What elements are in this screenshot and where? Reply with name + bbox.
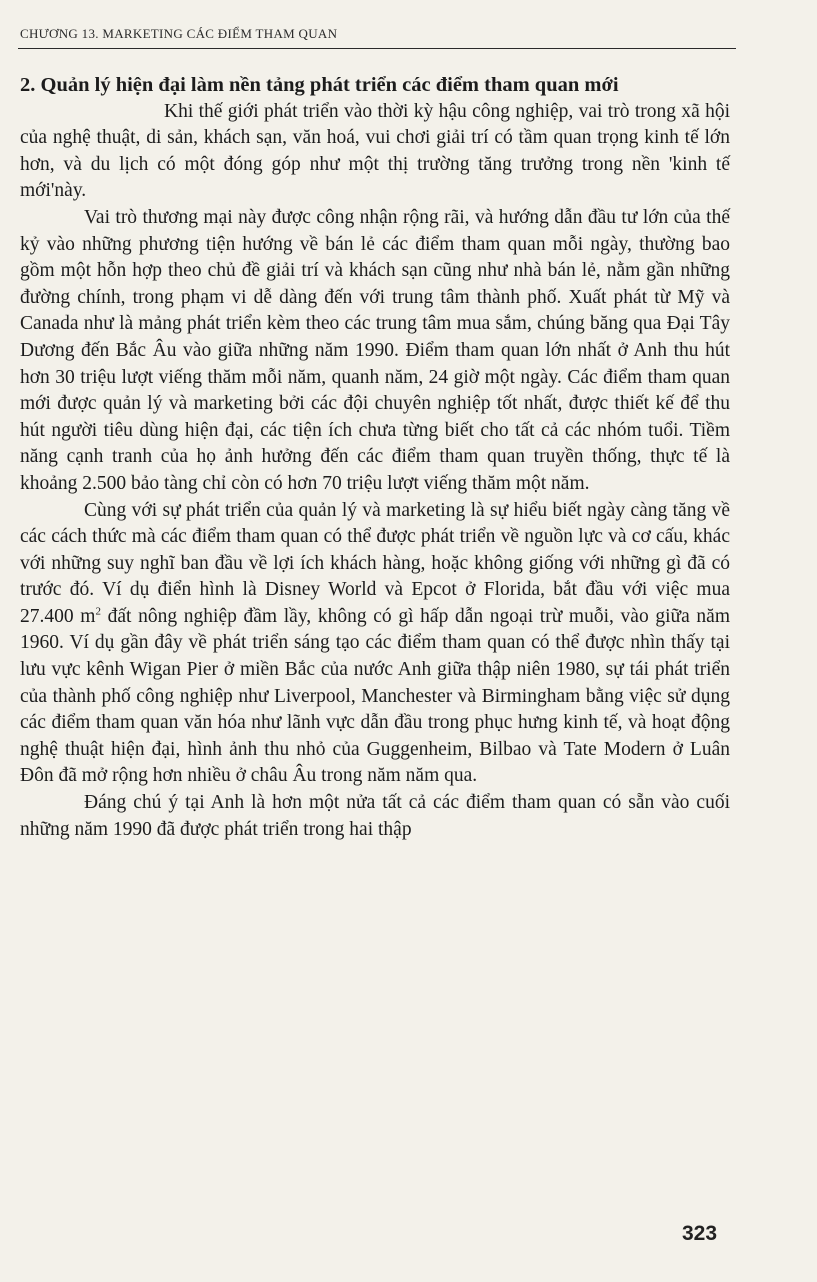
section-heading: 2. Quản lý hiện đại làm nền tảng phát triển các điểm tham quan mới xyxy=(20,74,619,96)
paragraph-3-part-1: Cùng với sự phát triển của quản lý và marketing là sự hiểu biết ngày càng tăng về các cách thức mà các điểm tham quan có thể được phát triển về nguồn lực và cơ cấu, khác với những suy nghĩ ban đầu về lợi ích khách hàng, hoặc không giống với những gì đã có trước đó. Ví dụ điển hình là Disney World và Epcot ở Florida, bắt đầu với việc mua 27.400 m xyxy=(20,499,730,627)
paragraph-1: Khi thế giới phát triển vào thời kỳ hậu công nghiệp, vai trò trong xã hội của nghệ thuật, di sản, khách sạn, văn hoá, vui chơi giải trí có tầm quan trọng kinh tế lớn hơn, và du lịch có một đóng góp như một thị trường tăng trưởng trong nền 'kinh tế mới'này. xyxy=(20,100,730,202)
paragraph-4: Đáng chú ý tại Anh là hơn một nửa tất cả các điểm tham quan có sẵn vào cuối những năm 1990 đã được phát triển trong hai thập xyxy=(20,792,730,840)
page-number: 323 xyxy=(682,1222,718,1245)
superscript-2: 2 xyxy=(95,605,101,618)
paragraph-3-part-2: đất nông nghiệp đầm lầy, không có gì hấp dẫn ngoại trừ muỗi, vào giữa năm 1960. Ví dụ gần đây về phát triển sáng tạo các điểm tham quan có thể được nhìn thấy tại lưu vực kênh Wigan Pier ở miền Bắc của nước Anh giữa thập niên 1980, sự tái phát triển của thành phố công nghiệp như Liverpool, Manchester và Birmingham bằng việc sử dụng các điểm tham quan văn hóa như lãnh vực dẫn đầu trong phục hưng kinh tế, và hoạt động nghệ thuật hiện đại, hình ảnh thu nhỏ của Guggenheim, Bilbao và Tate Modern ở Luân Đôn đã mở rộng hơn nhiều ở châu Âu trong năm năm qua. xyxy=(20,605,731,787)
header-rule xyxy=(18,48,736,49)
paragraph-3 xyxy=(20,498,730,791)
paragraph-2: Vai trò thương mại này được công nhận rộng rãi, và hướng dẫn đầu tư lớn của thế kỷ vào những phương tiện hướng về bán lẻ các điểm tham quan mỗi ngày, thường bao gồm một hỗn hợp theo chủ đề giải trí và khách sạn cũng như nhà bán lẻ, nằm gần những đường chính, trong phạm vi dễ dàng đến với trung tâm thành phố. Xuất phát từ Mỹ và Canada như là mảng phát triển kèm theo các trung tâm mua sắm, chúng băng qua Đại Tây Dương đến Bắc Âu vào giữa những năm 1990. Điểm tham quan lớn nhất ở Anh thu hút hơn 30 triệu lượt viếng thăm mỗi năm, quanh năm, 24 giờ một ngày. Các điểm tham quan mới được quản lý và marketing bởi các đội chuyên nghiệp tốt nhất, được thiết kế để thu hút người tiêu dùng hiện đại, các tiện ích chưa từng biết cho tất cả các nhóm tuổi. Tiềm năng cạnh tranh của họ ảnh hưởng đến các điểm tham quan truyền thống, thực tế là khoảng 2.500 bảo tàng chỉ còn có hơn 70 triệu lượt viếng thăm một năm. xyxy=(20,206,730,494)
running-head: CHƯƠNG 13. MARKETING CÁC ĐIỂM THAM QUAN xyxy=(20,26,338,41)
body-text xyxy=(20,72,730,843)
